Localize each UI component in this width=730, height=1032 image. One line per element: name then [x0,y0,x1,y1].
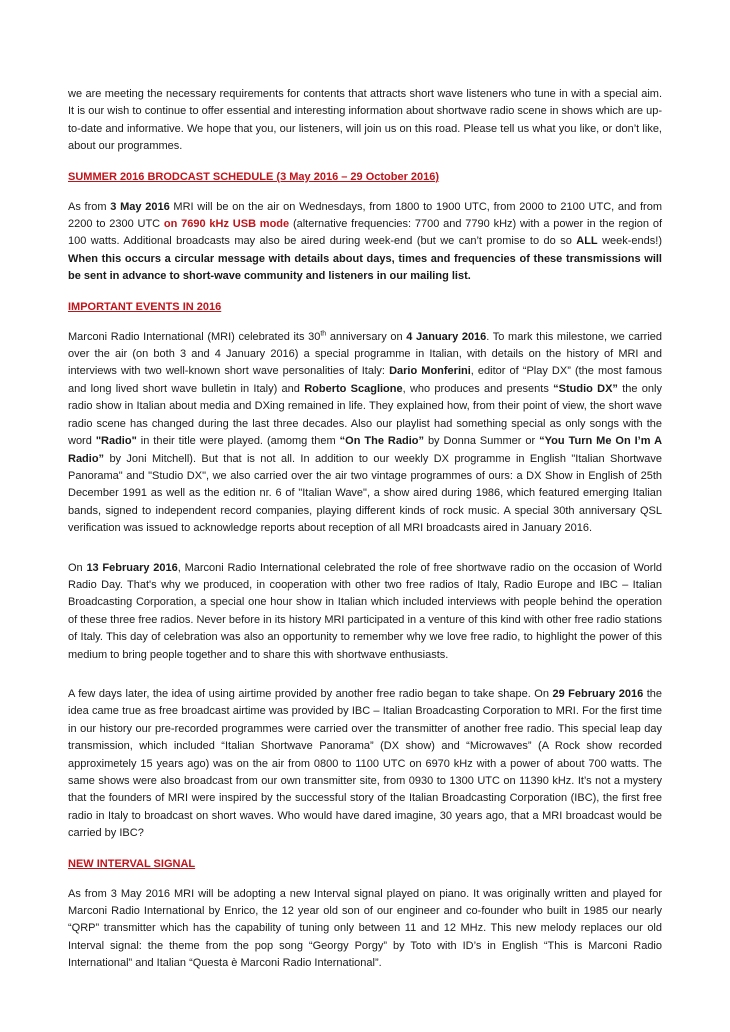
show-name: “Studio DX” [553,382,618,395]
text-run: in their title were played. (amomg them [136,435,340,448]
events-heading: IMPORTANT EVENTS IN 2016 [68,300,222,313]
anniversary-paragraph [68,329,662,538]
text-run: the idea came true as free broadcast airtime was provided by IBC – Italian Broadcasting Corporation to MRI. For the first time in our history our pre-recorded programmes were carried over the transmitter of another free radio. This special leap day transmission, which included “Italian Shortwave Panorama” (DX show) and “Microwaves” (A Rock show recorded approximetely 15 years ago) was on the air from 0800 to 1100 UTC on 6970 kHz with a power of about 700 watts. The same shows were also broadcast from our own transmitter site, from 0930 to 1300 UTC on 11390 kHz. It’s not a mystery that the founders of MRI were inspired by the successful story of the Italian Broadcasting Corporation (IBC), the first free radio in Italy to broadcast on short waves. Who would have dared imagine, 30 years ago, that a MRI broadcast would be carried by IBC? [68,687,662,840]
text-run: Marconi Radio International (MRI) celebrated its 30 [68,330,321,343]
schedule-heading: SUMMER 2016 BRODCAST SCHEDULE (3 May 2016 – 29 October 2016) [68,170,440,183]
event-date: 13 February 2016 [86,561,178,574]
schedule-frequency: on 7690 kHz USB mode [163,218,290,231]
text-run: the only radio show in Italian about media and DXing remained in life. They explained how, from their point of view, the short wave radio scene has changed during the last three decades. Also our playlist had something special as only songs with the word [68,382,662,448]
text-run: by Joni Mitchell). But that is not all. In addition to our weekly DX programme in English "Italian Shortwave Panorama" and "Studio DX", we also carried over the air two vintage programmes of ours: a DX Show in English of 25th December 1991 as well as the edition nr. 6 of "Italian Wave", a show aired during 1986, which featured emerging Italian bands, signed to independent record companies, playing different kinds of rock music. A special 30th anniversary QSL verification was issued to acknowledge reports about reception of all MRI broadcasts aired in January 2016. [68,452,662,535]
text-run: , who produces and presents [402,382,554,395]
text-run: A few days later, the idea of using airtime provided by another free radio began to take shape. On [68,687,553,700]
text-run: by Donna Summer or [423,435,540,448]
text-run: On [68,561,87,574]
text-run: , editor of “Play DX” (the most famous and long lived short wave bulletin in Italy) and [68,365,663,395]
event-date: 29 February 2016 [552,687,644,700]
text-run: As from 3 May 2016 MRI will be adopting a new Interval signal played on piano. It was originally written and played for Marconi Radio International by Enrico, the 12 year old son of our engineer and co-founder who built in 1985 our nearly “QRP” transmitter which has the capability of tuning only between 11 and 12 MHz. This new melody replaces our old Interval signal: the theme from the pop song “Georgy Porgy” by Toto with ID’s in English “This is Marconi Radio International” and Italian “Questa è Marconi Radio International”. [68,887,662,970]
text-run: , Marconi Radio International celebrated the role of free shortwave radio on the occasion of World Radio Day. That's why we produced, in cooperation with other two free radios of Italy, Radio Europe and IBC – Italian Broadcasting Corporation, a special one hour show in Italian which included interviews with people behind the operation of these three free radios. Never before in its history MRI participated in a venture of this kind with other free radio stations of Italy. This day of celebration was also an opportunity to remember why we love free radio, to highlight the power of this medium to bring people together and to share this with shortwave enthusiasts. [68,561,663,661]
superscript: th [320,330,327,337]
schedule-start-date: 3 May 2016 [110,200,170,213]
world-radio-day-paragraph [68,560,662,664]
schedule-paragraph [68,199,662,286]
anniversary-date: 4 January 2016 [406,330,487,343]
intro-text: we are meeting the necessary requirements for contents that attracts short wave listeners who tune in with a special aim. It is our wish to continue to offer essential and interesting information about shortwave radio scene in shows which are up-to-date and informative. We hope that you, our listeners, will join us on this road. Please tell us what you like, or don’t like, about our programmes. [68,88,662,153]
song-title: “On The Radio” [339,435,424,448]
song-title: “You Turn Me On I’m A Radio” [68,435,663,465]
person-name: Roberto Scaglione [304,382,403,395]
text-run: anniversary on [326,330,407,343]
text-run: . To mark this milestone, we carried over the air (on both 3 and 4 January 2016) a special programme in Italian, with details on the history of MRI and interviews with two well-known short wave personalities of Italy: [68,330,663,378]
text-run: MRI will be on the air on Wednesdays, from 1800 to 1900 UTC, from 2000 to 2100 UTC, and from 2200 to 2300 UTC [68,200,662,231]
intro-paragraph [68,86,662,156]
emphasis-all: ALL [576,235,598,248]
emphasis-radio: "Radio" [95,435,137,448]
schedule-notice: When this occurs a circular message with details about days, times and frequencies of these transmissions will be sent in advance to short-wave community and listeners in our mailing list. [68,252,662,283]
text-run: week-ends!) [597,235,662,248]
text-run: As from [68,200,111,213]
interval-paragraph [68,886,662,973]
interval-heading: NEW INTERVAL SIGNAL [68,857,196,870]
leap-day-paragraph [68,686,662,843]
person-name: Dario Monferini [389,365,471,378]
text-run: (alternative frequencies: 7700 and 7790 kHz) with a power in the region of 100 watts. Additional broadcasts may also be aired during week-end (but we can’t promise to do so [68,218,663,248]
